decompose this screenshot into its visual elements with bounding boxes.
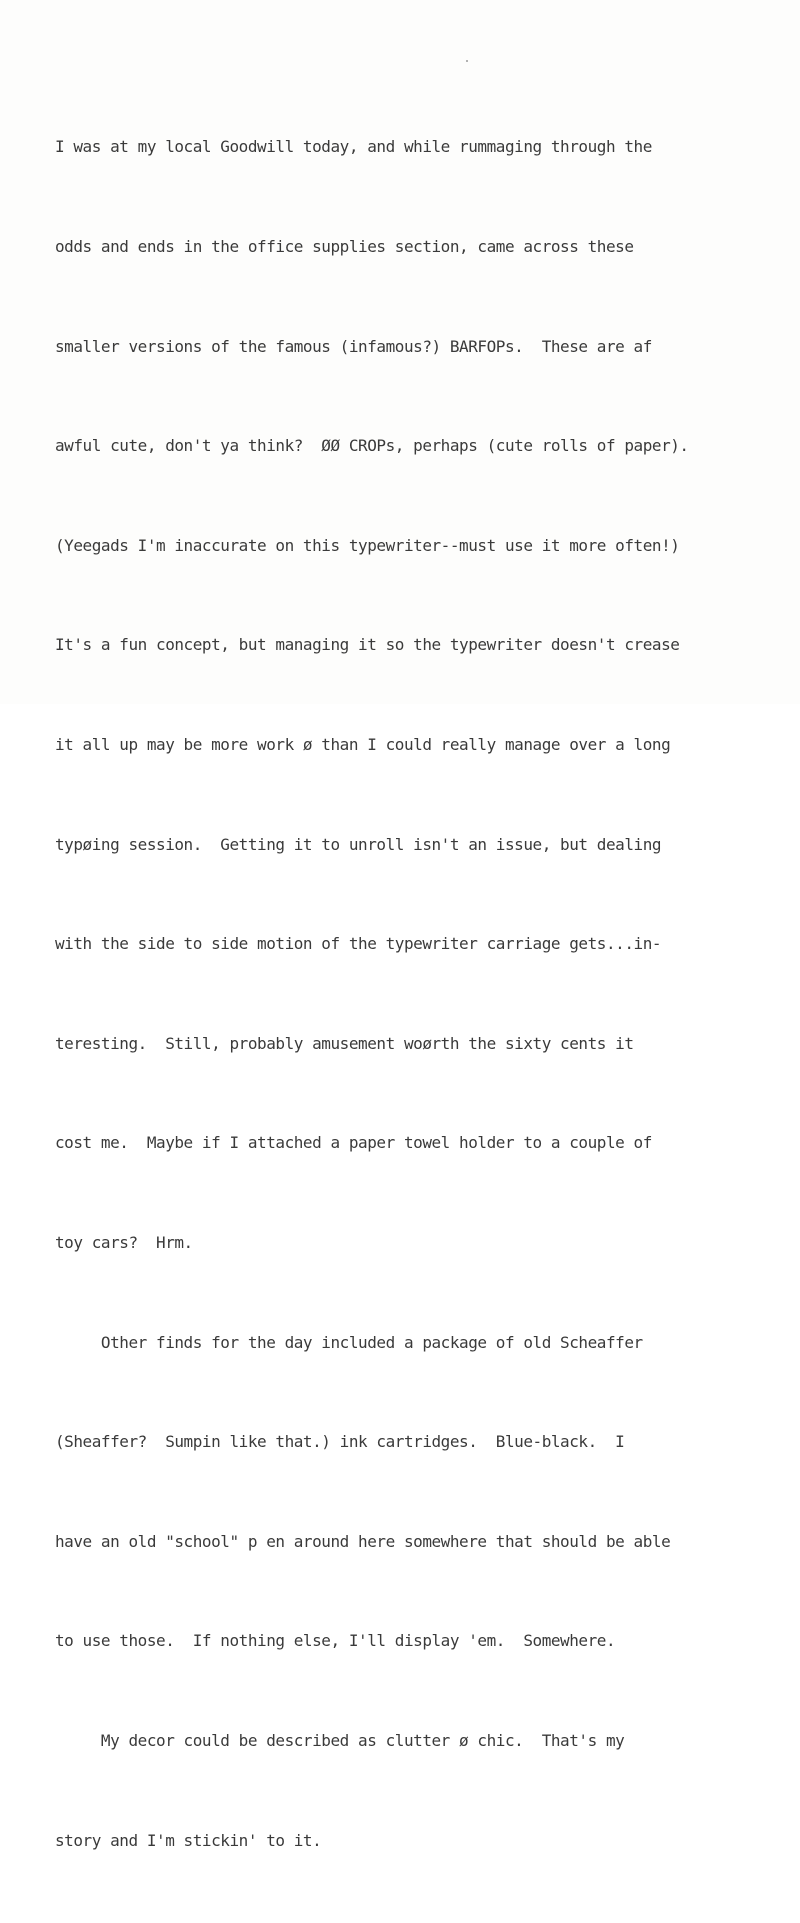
text-line: It's a fun concept, but managing it so the typewriter doesn't crease [55,635,680,655]
typed-text-body [55,64,775,1923]
text-line: (Yeegads I'm inaccurate on this typewriter--must use it more often!) [55,535,680,555]
text-line: it all up may be more work ø than I could really manage over a long [55,734,671,754]
text-line: awful cute, don't ya think? ØØ CROPs, perhaps (cute rolls of paper). [55,436,689,456]
paper-speck [466,60,468,62]
text-line: to use those. If nothing else, I'll display 'em. Somewhere. [55,1631,616,1651]
text-line: (Sheaffer? Sumpin like that.) ink cartridges. Blue-black. I [55,1432,625,1452]
text-line: teresting. Still, probably amusement woørth the sixty cents it [55,1033,634,1053]
text-line: typøing session. Getting it to unroll isn't an issue, but dealing [55,834,662,854]
text-line: cost me. Maybe if I attached a paper towel holder to a couple of [55,1133,652,1153]
text-line: with the side to side motion of the typewriter carriage gets...in- [55,934,662,954]
text-line: smaller versions of the famous (infamous?) BARFOPs. These are af [55,336,652,356]
text-line: Other finds for the day included a package of old Scheaffer [55,1332,643,1352]
text-line: have an old "school" p en around here somewhere that should be able [55,1531,671,1551]
text-line: I was at my local Goodwill today, and while rummaging through the [55,137,652,157]
text-line: odds and ends in the office supplies section, came across these [55,237,634,256]
text-line: My decor could be described as clutter ø chic. That's my [55,1730,625,1750]
text-line: story and I'm stickin' to it. [55,1830,322,1850]
text-line: toy cars? Hrm. [55,1232,193,1252]
